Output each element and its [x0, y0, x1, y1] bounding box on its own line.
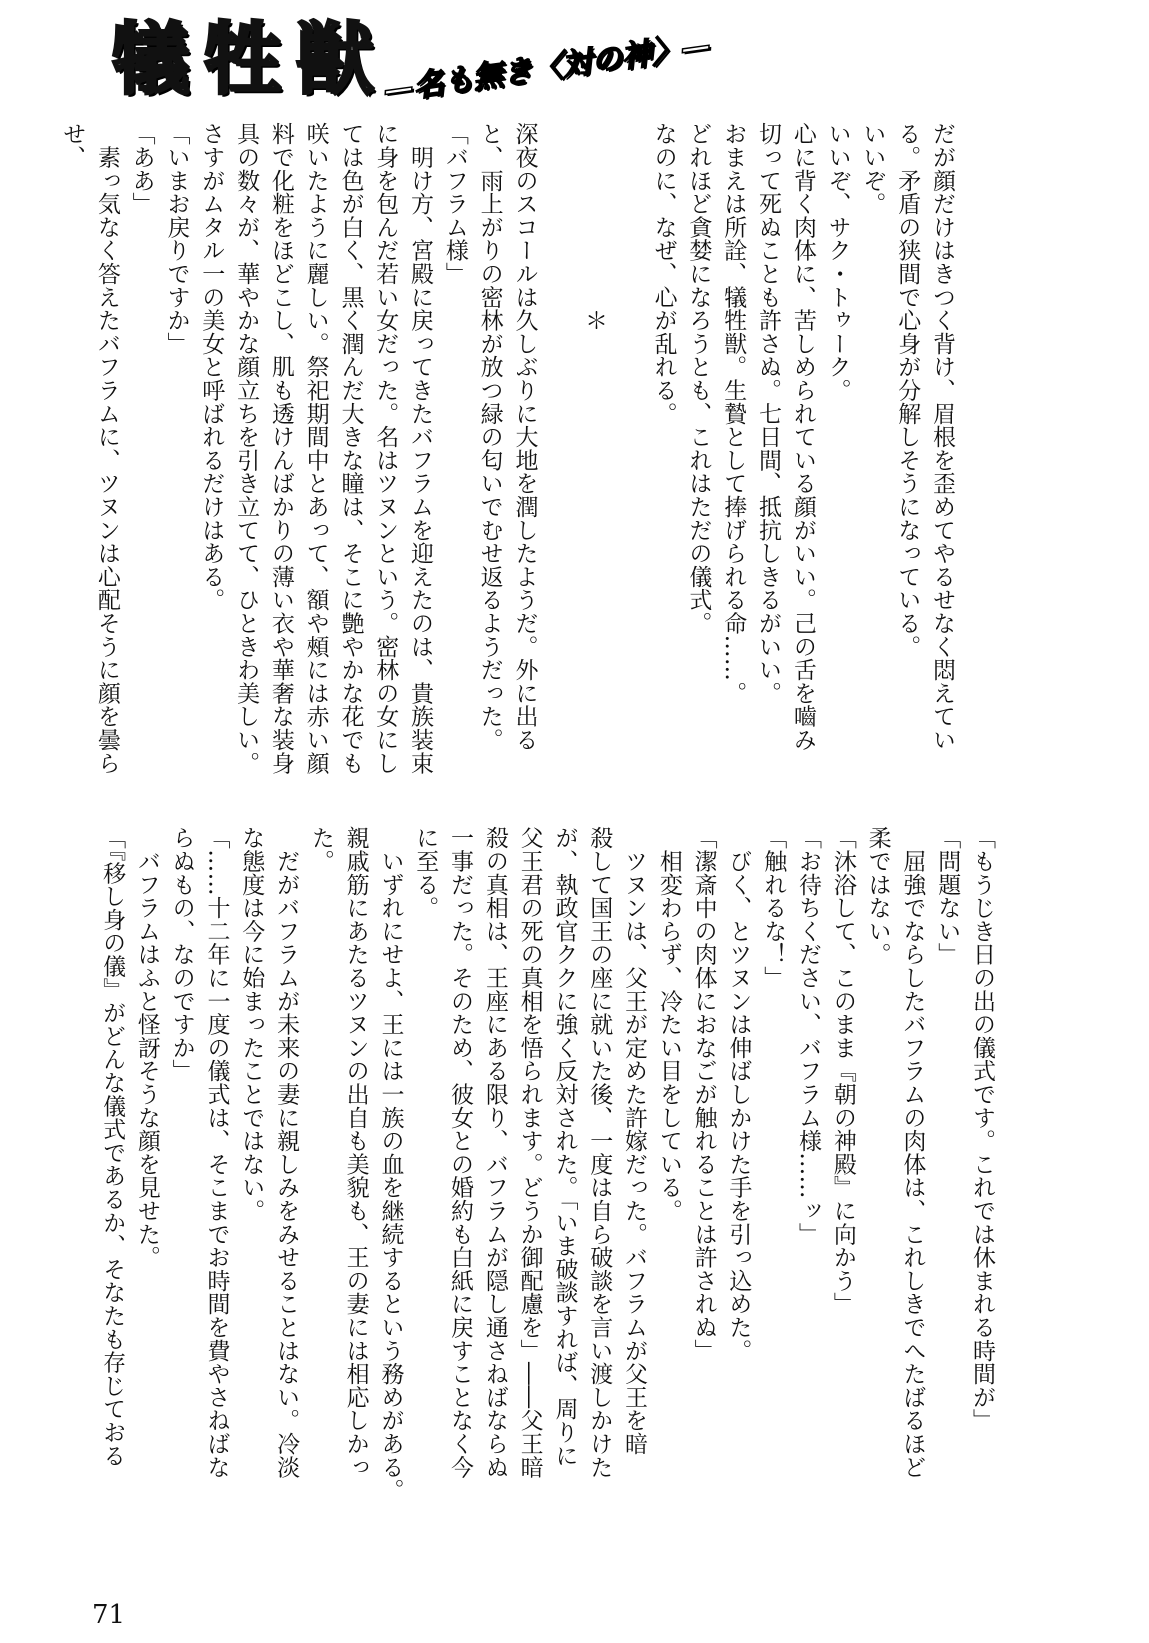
- text-line: なのに、なぜ、心が乱れる。: [650, 122, 677, 425]
- text-line: いいぞ、サク・トゥーク。: [824, 122, 851, 402]
- text-line: 「……十二年に一度の儀式は、そこまでお時間を費やさねばな: [203, 826, 230, 1479]
- text-line: ては色が白く、黒く潤んだ大きな瞳は、そこに艶やかな花でも: [337, 122, 364, 775]
- text-line: る。矛盾の狭間で心身が分解しそうになっている。: [894, 122, 921, 658]
- text-line: 父王君の死の真相を悟られます。どうか御配慮を」――父王暗: [516, 826, 543, 1479]
- text-line: 「もうじき日の出の儀式です。これでは休まれる時間が」: [969, 826, 995, 1432]
- text-line: に身を包んだ若い女だった。名はツヌンという。密林の女にし: [372, 122, 399, 775]
- text-line: びく、とツヌンは伸ばしかけた手を引っ込めた。: [725, 826, 752, 1362]
- text-line: 「バフラム様」: [441, 122, 468, 286]
- chapter-subtitle: —名も無き〈対の神〉—: [381, 28, 714, 109]
- text-line: 「潔斎中の肉体におなごが触れることは許されぬ」: [690, 826, 717, 1362]
- text-line: 柔ではない。: [864, 826, 891, 966]
- text-line: バフラムはふと怪訝そうな顔を見せた。: [133, 826, 160, 1269]
- text-line: だがバフラムが未来の妻に親しみをみせることはない。冷淡: [273, 826, 300, 1479]
- text-line: 「ああ」: [128, 122, 155, 216]
- text-line: [611, 122, 646, 772]
- text-line: 咲いたように麗しい。祭祀期間中とあって、額や頰には赤い顔: [302, 122, 329, 775]
- chapter-title: 犠牲獣: [112, 15, 389, 105]
- text-line: 「『移し身の儀』がどんな儀式であるか、そなたも存じておる: [99, 826, 126, 1467]
- text-line: 明け方、宮殿に戻ってきたバフラムを迎えたのは、貴族装束: [407, 122, 434, 775]
- text-block-bottom: [94, 826, 999, 1502]
- text-line: 素っ気なく答えたバフラムに、ツヌンは心配そうに顔を曇ら: [93, 122, 120, 775]
- text-line: 具の数々が、華やかな顔立ちを引き立てて、ひときわ美しい。: [233, 122, 260, 775]
- text-line: 殺して国王の座に就いた後、一度は自ら破談を言い渡しかけた: [586, 826, 613, 1479]
- text-line: どれほど貪婪になろうとも、これはただの儀式。: [685, 122, 712, 635]
- text-line: さすがムタル一の美女と呼ばれるだけはある。: [198, 122, 225, 612]
- text-line: ＊: [581, 122, 608, 332]
- text-line: ツヌンは、父王が定めた許嫁だった。バフラムが父王を暗: [621, 826, 648, 1456]
- text-line: 相変わらず、冷たい目をしている。: [655, 826, 682, 1223]
- text-line: が、執政官ククに強く反対された。「いま破談すれば、周りに: [551, 826, 578, 1467]
- text-line: 屈強でならしたバフラムの肉体は、これしきでへたばるほど: [899, 826, 926, 1479]
- page-number: 71: [92, 1600, 126, 1630]
- text-line: 心に背く肉体に、苦しめられている顔がいい。己の舌を嚙み: [789, 122, 816, 752]
- text-line: いずれにせよ、王には一族の血を継続するという務めがある。: [377, 826, 404, 1502]
- text-line: 「沐浴して、このまま『朝の神殿』に向かう」: [829, 826, 856, 1316]
- text-line: おまえは所詮、犠牲獣。生贄として捧げられる命……。: [720, 122, 747, 705]
- text-line: だが顔だけはきつく背け、眉根を歪めてやるせなく悶えてい: [929, 122, 955, 752]
- text-line: た。: [307, 826, 334, 873]
- text-line: 深夜のスコールは久しぶりに大地を潤したようだ。外に出る: [511, 122, 538, 752]
- text-line: 「お待ちください、バフラム様……ッ」: [795, 826, 822, 1246]
- text-line: 料で化粧をほどこし、肌も透けんばかりの薄い衣や華奢な装身: [267, 122, 294, 775]
- text-line: いいぞ。: [859, 122, 886, 216]
- text-line: らぬもの、なのですか」: [168, 826, 195, 1083]
- text-block-top: [54, 122, 959, 775]
- text-line: せ、: [59, 122, 86, 169]
- text-line: な態度は今に始まったことではない。: [238, 826, 265, 1223]
- text-line: 殺の真相は、王座にある限り、バフラムが隠し通さねばならぬ: [481, 826, 508, 1479]
- text-line: 「問題ない」: [934, 826, 961, 966]
- text-line: 「触れるな！」: [760, 826, 787, 990]
- text-line: 一事だった。そのため、彼女との婚約も白紙に戻すことなく今: [447, 826, 474, 1479]
- chapter-title-header: [112, 10, 714, 109]
- text-line: 親戚筋にあたるツヌンの出自も美貌も、王の妻には相応しかっ: [342, 826, 369, 1479]
- text-line: 「いまお戻りですか」: [163, 122, 190, 355]
- text-line: [541, 122, 576, 772]
- text-line: 切って死ぬことも許さぬ。七日間、抵抗しきるがいい。: [755, 122, 782, 705]
- text-line: に至る。: [412, 826, 439, 920]
- text-line: と、雨上がりの密林が放つ緑の匂いでむせ返るようだった。: [476, 122, 503, 752]
